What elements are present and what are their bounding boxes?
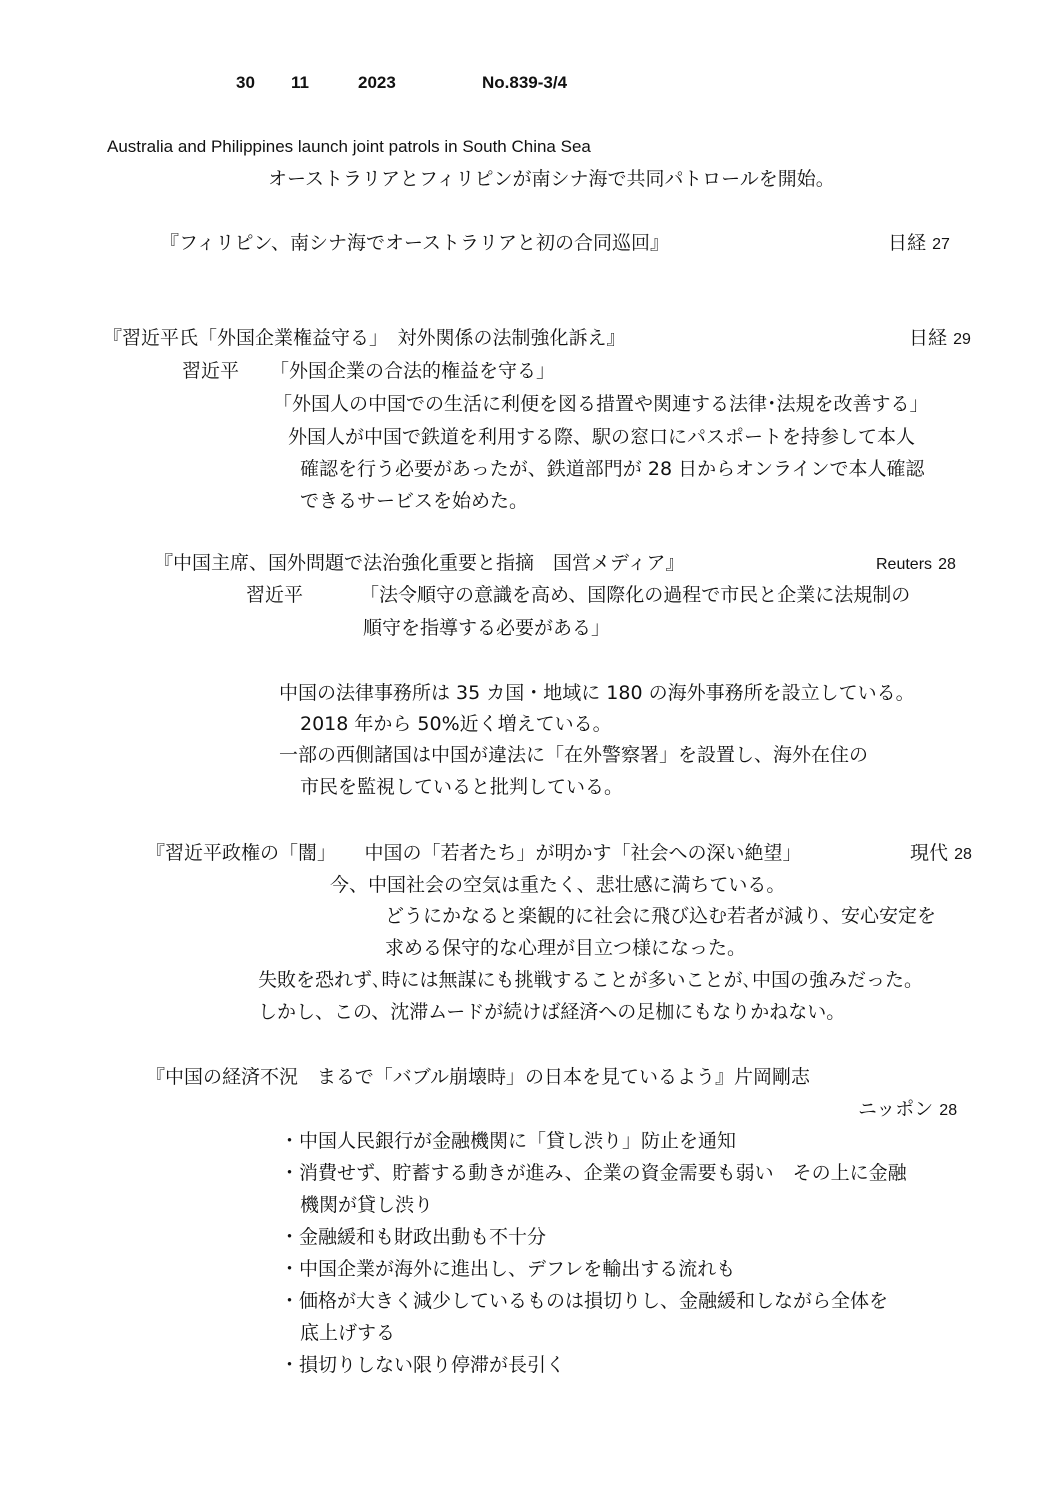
article-body-line: 外国人が中国で鉄道を利用する際、駅の窓口にパスポートを持参して本人: [288, 426, 916, 448]
article-body-line: 求める保守的な心理が目立つ様になった。: [385, 937, 747, 959]
bullet-item: ・消費せず、貯蓄する動きが進み、企業の資金需要も弱い その上に金融: [280, 1162, 907, 1184]
article-quote: 「外国企業の合法的権益を守る」: [270, 360, 556, 382]
bullet-item: ・中国人民銀行が金融機関に「貸し渋り」防止を通知: [280, 1130, 737, 1152]
article-title: 『習近平氏「外国企業権益守る」 対外関係の法制強化訴え』: [103, 327, 626, 349]
article-body-line: 今、中国社会の空気は重たく、悲壮感に満ちている。: [330, 874, 786, 896]
header-year: 2023: [358, 73, 396, 92]
article-source: 日経 29: [909, 327, 971, 349]
header-month: 11: [291, 73, 309, 92]
article-source: Reuters 28: [876, 556, 956, 573]
article-body-line: しかし、この、沈滞ムードが続けば経済への足枷にもなりかねない。: [258, 1001, 846, 1023]
article-title: 『中国主席、国外問題で法治強化重要と指摘 国営メディア』: [154, 552, 685, 574]
lead-japanese: オーストラリアとフィリピンが南シナ海で共同パトロールを開始。: [268, 168, 835, 190]
article-body-line: 一部の西側諸国は中国が違法に「在外警察署」を設置し、海外在住の: [279, 744, 869, 766]
article-title: 『フィリピン、南シナ海でオーストラリアと初の合同巡回』: [160, 232, 670, 254]
article-quote: 順守を指導する必要がある」: [363, 617, 611, 639]
article-speaker: 習近平: [246, 584, 304, 606]
article-body-line: 2018 年から 50%近く増えている。: [300, 713, 612, 735]
article-body-line: 市民を監視していると批判している。: [300, 776, 624, 798]
article-source: 現代 28: [910, 842, 972, 864]
article-title: 『習近平政権の「闇」 中国の「若者たち」が明かす「社会への深い絶望」: [146, 842, 802, 864]
article-quote: 「法令順守の意識を高め、国際化の過程で市民と企業に法規制の: [360, 584, 911, 606]
article-body-line: 中国の法律事務所は 35 カ国・地域に 180 の海外事務所を設立している。: [279, 682, 915, 704]
bullet-item: ・金融緩和も財政出動も不十分: [280, 1226, 547, 1248]
header-number: No.839-3/4: [482, 73, 568, 92]
article-source: 日経 27: [888, 232, 950, 254]
article-body-line: どうにかなると楽観的に社会に飛び込む若者が減り、安心安定を: [385, 905, 937, 927]
lead-english: Australia and Philippines launch joint patrols in South China Sea: [107, 137, 591, 156]
header-day: 30: [236, 73, 255, 92]
bullet-item: ・中国企業が海外に進出し、デフレを輸出する流れも: [280, 1258, 736, 1280]
article-body-line: できるサービスを始めた。: [300, 490, 529, 512]
bullet-item: 底上げする: [300, 1322, 396, 1344]
article-body-line: 失敗を恐れず､時には無謀にも挑戦することが多いことが､中国の強みだった。: [258, 969, 924, 991]
bullet-item: ・損切りしない限り停滞が長引く: [280, 1354, 566, 1376]
article-source: ニッポン 28: [858, 1098, 958, 1120]
article-speaker: 習近平: [182, 360, 240, 382]
article-body-line: 確認を行う必要があったが、鉄道部門が 28 日からオンラインで本人確認: [300, 458, 925, 480]
bullet-item: 機関が貸し渋り: [300, 1194, 434, 1216]
article-quote: 「外国人の中国での生活に利便を図る措置や関連する法律･法規を改善する」: [273, 393, 929, 415]
bullet-item: ・価格が大きく減少しているものは損切りし、金融緩和しながら全体を: [280, 1290, 889, 1312]
article-title: 『中国の経済不況 まるで「バブル崩壊時」の日本を見ているよう』片岡剛志: [146, 1066, 811, 1088]
